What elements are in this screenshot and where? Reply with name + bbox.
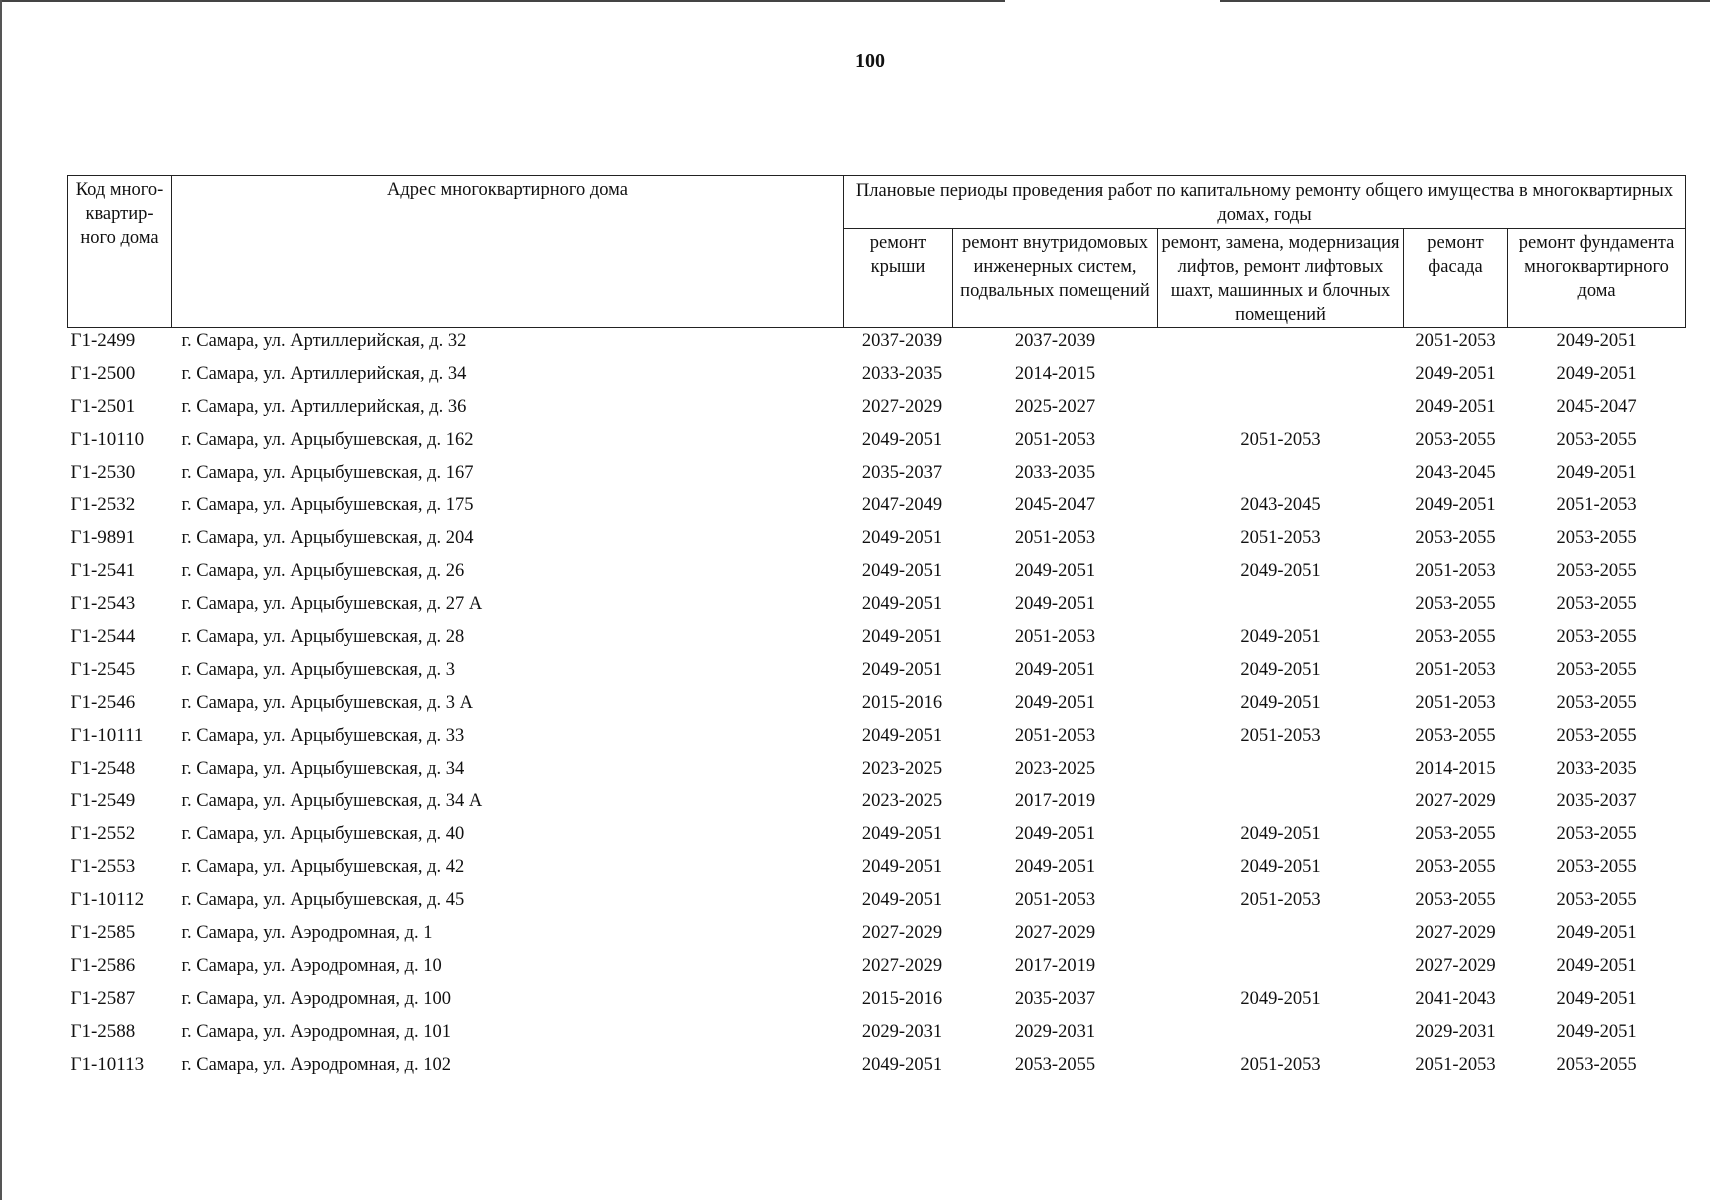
- cell-systems: 2051-2053: [1014, 725, 1096, 746]
- cell-systems: 2017-2019: [1014, 791, 1096, 812]
- table-row: [68, 854, 1686, 887]
- cell-code: Г1-2545: [70, 658, 136, 680]
- table-row: [68, 492, 1686, 525]
- cell-facade: 2053-2055: [1415, 890, 1496, 911]
- cell-facade: 2041-2043: [1415, 988, 1496, 1009]
- cell-address: г. Самара, ул. Арцыбушевская, д. 45: [181, 890, 465, 911]
- cell-lifts: [1158, 1019, 1404, 1052]
- cell-roof: 2023-2025: [861, 791, 943, 812]
- cell-facade: 2049-2051: [1415, 495, 1496, 516]
- cell-code: Г1-2532: [70, 494, 136, 516]
- cell-foundation: 2049-2051: [1556, 988, 1637, 1009]
- cell-foundation: 2053-2055: [1556, 725, 1637, 746]
- cell-roof: 2029-2031: [861, 1021, 943, 1042]
- table-row: [68, 591, 1686, 624]
- cell-code: Г1-2553: [70, 856, 136, 878]
- table-row: [68, 394, 1686, 427]
- cell-lifts: 2049-2051: [1240, 659, 1321, 680]
- table-row: [68, 690, 1686, 723]
- repair-schedule-table: [67, 175, 1686, 1084]
- cell-facade: 2027-2029: [1415, 955, 1496, 976]
- cell-facade: 2051-2053: [1415, 1054, 1496, 1075]
- cell-roof: 2049-2051: [861, 824, 943, 845]
- cell-address: г. Самара, ул. Аэродромная, д. 102: [181, 1054, 452, 1075]
- cell-systems: 2051-2053: [1014, 429, 1096, 450]
- cell-roof: 2015-2016: [861, 988, 943, 1009]
- cell-roof: 2049-2051: [861, 594, 943, 615]
- cell-roof: 2049-2051: [861, 725, 943, 746]
- table-body: [68, 328, 1686, 1085]
- cell-foundation: 2053-2055: [1556, 528, 1637, 549]
- cell-roof: 2035-2037: [861, 462, 943, 483]
- cell-address: г. Самара, ул. Арцыбушевская, д. 34 А: [181, 791, 483, 812]
- cell-code: Г1-2588: [70, 1020, 136, 1042]
- cell-code: Г1-9891: [70, 527, 136, 549]
- cell-systems: 2017-2019: [1014, 955, 1096, 976]
- cell-address: г. Самара, ул. Арцыбушевская, д. 28: [181, 627, 465, 648]
- cell-roof: 2049-2051: [861, 561, 943, 582]
- cell-roof: 2049-2051: [861, 659, 943, 680]
- cell-code: Г1-2530: [70, 461, 136, 483]
- cell-roof: 2049-2051: [861, 429, 943, 450]
- cell-facade: 2043-2045: [1415, 462, 1496, 483]
- cell-code: Г1-2546: [70, 691, 136, 713]
- table-row: [68, 558, 1686, 591]
- cell-roof: 2049-2051: [861, 528, 943, 549]
- cell-facade: 2014-2015: [1415, 758, 1496, 779]
- cell-roof: 2015-2016: [861, 692, 943, 713]
- cell-lifts: 2043-2045: [1240, 495, 1321, 516]
- header-code: Код много-квартир-ного дома: [68, 176, 172, 328]
- table-row: [68, 953, 1686, 986]
- cell-address: г. Самара, ул. Арцыбушевская, д. 26: [181, 561, 465, 582]
- cell-code: Г1-10112: [70, 889, 145, 911]
- cell-address: г. Самара, ул. Артиллерийская, д. 32: [181, 331, 467, 351]
- cell-roof: 2049-2051: [861, 890, 943, 911]
- header-systems: ремонт внутридомовых инженерных систем, подвальных помещений: [953, 229, 1158, 328]
- cell-roof: 2033-2035: [861, 363, 943, 384]
- cell-facade: 2053-2055: [1415, 857, 1496, 878]
- cell-lifts: [1158, 953, 1404, 986]
- cell-facade: 2053-2055: [1415, 627, 1496, 648]
- cell-facade: 2051-2053: [1415, 331, 1496, 351]
- cell-address: г. Самара, ул. Арцыбушевская, д. 40: [181, 824, 465, 845]
- cell-facade: 2049-2051: [1415, 396, 1496, 417]
- cell-roof: 2049-2051: [861, 1054, 943, 1075]
- cell-facade: 2027-2029: [1415, 791, 1496, 812]
- cell-facade: 2053-2055: [1415, 824, 1496, 845]
- cell-lifts: 2049-2051: [1240, 561, 1321, 582]
- table-row: [68, 657, 1686, 690]
- table-row: [68, 427, 1686, 460]
- cell-address: г. Самара, ул. Арцыбушевская, д. 27 А: [181, 594, 483, 615]
- table-row: [68, 723, 1686, 756]
- cell-foundation: 2049-2051: [1556, 331, 1637, 351]
- cell-systems: 2014-2015: [1014, 363, 1096, 384]
- cell-systems: 2033-2035: [1014, 462, 1096, 483]
- cell-roof: 2023-2025: [861, 758, 943, 779]
- cell-address: г. Самара, ул. Арцыбушевская, д. 162: [181, 429, 474, 450]
- cell-roof: 2027-2029: [861, 396, 943, 417]
- cell-systems: 2023-2025: [1014, 758, 1096, 779]
- cell-code: Г1-2549: [70, 790, 136, 812]
- cell-code: Г1-2544: [70, 626, 136, 648]
- cell-address: г. Самара, ул. Аэродромная, д. 1: [181, 923, 433, 944]
- cell-roof: 2027-2029: [861, 923, 943, 944]
- cell-foundation: 2051-2053: [1556, 495, 1637, 516]
- cell-lifts: [1158, 394, 1404, 427]
- cell-systems: 2049-2051: [1014, 692, 1096, 713]
- cell-lifts: 2049-2051: [1240, 692, 1321, 713]
- cell-foundation: 2053-2055: [1556, 890, 1637, 911]
- cell-facade: 2049-2051: [1415, 363, 1496, 384]
- cell-foundation: 2053-2055: [1556, 1054, 1637, 1075]
- cell-systems: 2027-2029: [1014, 923, 1096, 944]
- top-border-line-right: [1220, 0, 1710, 2]
- cell-facade: 2027-2029: [1415, 923, 1496, 944]
- cell-systems: 2051-2053: [1014, 890, 1096, 911]
- table-row: [68, 920, 1686, 953]
- table-row: [68, 361, 1686, 394]
- cell-facade: 2051-2053: [1415, 692, 1496, 713]
- cell-code: Г1-2543: [70, 593, 136, 615]
- cell-facade: 2051-2053: [1415, 659, 1496, 680]
- cell-foundation: 2035-2037: [1556, 791, 1637, 812]
- table-row: [68, 821, 1686, 854]
- cell-code: Г1-10111: [70, 724, 144, 746]
- header-lifts: ремонт, замена, модернизация лифтов, ремонт лифтовых шахт, машинных и блочных помещений: [1158, 229, 1404, 328]
- cell-lifts: [1158, 328, 1404, 361]
- cell-lifts: [1158, 361, 1404, 394]
- cell-lifts: 2051-2053: [1240, 429, 1321, 450]
- cell-lifts: 2049-2051: [1240, 824, 1321, 845]
- header-foundation: ремонт фундамента многоквартирного дома: [1508, 229, 1686, 328]
- cell-foundation: 2053-2055: [1556, 561, 1637, 582]
- cell-facade: 2029-2031: [1415, 1021, 1496, 1042]
- cell-lifts: 2049-2051: [1240, 627, 1321, 648]
- cell-foundation: 2053-2055: [1556, 659, 1637, 680]
- cell-foundation: 2053-2055: [1556, 594, 1637, 615]
- table-row: [68, 756, 1686, 789]
- cell-systems: 2025-2027: [1014, 396, 1096, 417]
- cell-systems: 2049-2051: [1014, 594, 1096, 615]
- cell-systems: 2049-2051: [1014, 659, 1096, 680]
- cell-systems: 2049-2051: [1014, 561, 1096, 582]
- cell-roof: 2049-2051: [861, 857, 943, 878]
- cell-address: г. Самара, ул. Арцыбушевская, д. 33: [181, 725, 465, 746]
- top-border-line: [0, 0, 1005, 2]
- cell-address: г. Самара, ул. Арцыбушевская, д. 3 А: [181, 692, 473, 713]
- cell-foundation: 2053-2055: [1556, 857, 1637, 878]
- header-roof: ремонт крыши: [844, 229, 953, 328]
- cell-systems: 2035-2037: [1014, 988, 1096, 1009]
- cell-systems: 2045-2047: [1014, 495, 1096, 516]
- cell-address: г. Самара, ул. Аэродромная, д. 10: [181, 955, 442, 976]
- cell-address: г. Самара, ул. Аэродромная, д. 100: [181, 988, 452, 1009]
- table-row: [68, 460, 1686, 493]
- header-planned-periods: Плановые периоды проведения работ по капитальному ремонту общего имущества в многоквартирных домах, годы: [844, 176, 1686, 229]
- cell-address: г. Самара, ул. Арцыбушевская, д. 175: [181, 495, 474, 516]
- cell-address: г. Самара, ул. Аэродромная, д. 101: [181, 1021, 452, 1042]
- cell-address: г. Самара, ул. Артиллерийская, д. 36: [181, 396, 467, 417]
- cell-lifts: [1158, 788, 1404, 821]
- cell-facade: 2053-2055: [1415, 594, 1496, 615]
- cell-foundation: 2053-2055: [1556, 627, 1637, 648]
- cell-code: Г1-2586: [70, 954, 136, 976]
- cell-systems: 2051-2053: [1014, 627, 1096, 648]
- cell-foundation: 2049-2051: [1556, 363, 1637, 384]
- cell-facade: 2053-2055: [1415, 429, 1496, 450]
- cell-address: г. Самара, ул. Арцыбушевская, д. 3: [181, 659, 456, 680]
- cell-code: Г1-2552: [70, 823, 136, 845]
- cell-code: Г1-2501: [70, 395, 136, 417]
- cell-foundation: 2049-2051: [1556, 955, 1637, 976]
- cell-address: г. Самара, ул. Арцыбушевская, д. 167: [181, 462, 474, 483]
- cell-code: Г1-2548: [70, 757, 136, 779]
- cell-foundation: 2045-2047: [1556, 396, 1637, 417]
- cell-facade: 2051-2053: [1415, 561, 1496, 582]
- cell-foundation: 2053-2055: [1556, 692, 1637, 713]
- header-facade: ремонт фасада: [1404, 229, 1508, 328]
- cell-facade: 2053-2055: [1415, 528, 1496, 549]
- cell-systems: 2037-2039: [1014, 331, 1096, 351]
- table-row: [68, 624, 1686, 657]
- cell-address: г. Самара, ул. Артиллерийская, д. 34: [181, 363, 467, 384]
- cell-lifts: [1158, 460, 1404, 493]
- cell-code: Г1-10110: [70, 428, 145, 450]
- table-row: [68, 525, 1686, 558]
- cell-lifts: [1158, 591, 1404, 624]
- cell-foundation: 2053-2055: [1556, 429, 1637, 450]
- cell-roof: 2027-2029: [861, 955, 943, 976]
- cell-foundation: 2033-2035: [1556, 758, 1637, 779]
- cell-lifts: 2051-2053: [1240, 890, 1321, 911]
- cell-lifts: 2049-2051: [1240, 988, 1321, 1009]
- cell-foundation: 2049-2051: [1556, 462, 1637, 483]
- cell-code: Г1-2499: [70, 330, 136, 351]
- cell-facade: 2053-2055: [1415, 725, 1496, 746]
- cell-systems: 2029-2031: [1014, 1021, 1096, 1042]
- cell-systems: 2049-2051: [1014, 824, 1096, 845]
- cell-foundation: 2049-2051: [1556, 923, 1637, 944]
- table-row: [68, 986, 1686, 1019]
- cell-address: г. Самара, ул. Арцыбушевская, д. 42: [181, 857, 465, 878]
- cell-address: г. Самара, ул. Арцыбушевская, д. 34: [181, 758, 465, 779]
- cell-systems: 2053-2055: [1014, 1054, 1096, 1075]
- table-row: [68, 328, 1686, 361]
- cell-foundation: 2049-2051: [1556, 1021, 1637, 1042]
- cell-lifts: [1158, 920, 1404, 953]
- page-number: 100: [855, 50, 885, 72]
- table-row: [68, 887, 1686, 920]
- header-address: Адрес многоквартирного дома: [172, 176, 844, 328]
- cell-code: Г1-2500: [70, 362, 136, 384]
- table-row: [68, 788, 1686, 821]
- table-row: [68, 1052, 1686, 1085]
- cell-lifts: 2051-2053: [1240, 528, 1321, 549]
- cell-code: Г1-10113: [70, 1053, 145, 1075]
- cell-code: Г1-2585: [70, 922, 136, 944]
- cell-address: г. Самара, ул. Арцыбушевская, д. 204: [181, 528, 474, 549]
- cell-lifts: 2051-2053: [1240, 725, 1321, 746]
- cell-code: Г1-2541: [70, 560, 136, 582]
- left-border-line: [0, 0, 2, 1200]
- cell-systems: 2051-2053: [1014, 528, 1096, 549]
- table-row: [68, 1019, 1686, 1052]
- cell-lifts: [1158, 756, 1404, 789]
- cell-foundation: 2053-2055: [1556, 824, 1637, 845]
- cell-lifts: 2051-2053: [1240, 1054, 1321, 1075]
- cell-code: Г1-2587: [70, 987, 136, 1009]
- cell-roof: 2047-2049: [861, 495, 943, 516]
- cell-systems: 2049-2051: [1014, 857, 1096, 878]
- cell-roof: 2049-2051: [861, 627, 943, 648]
- cell-roof: 2037-2039: [861, 331, 943, 351]
- cell-lifts: 2049-2051: [1240, 857, 1321, 878]
